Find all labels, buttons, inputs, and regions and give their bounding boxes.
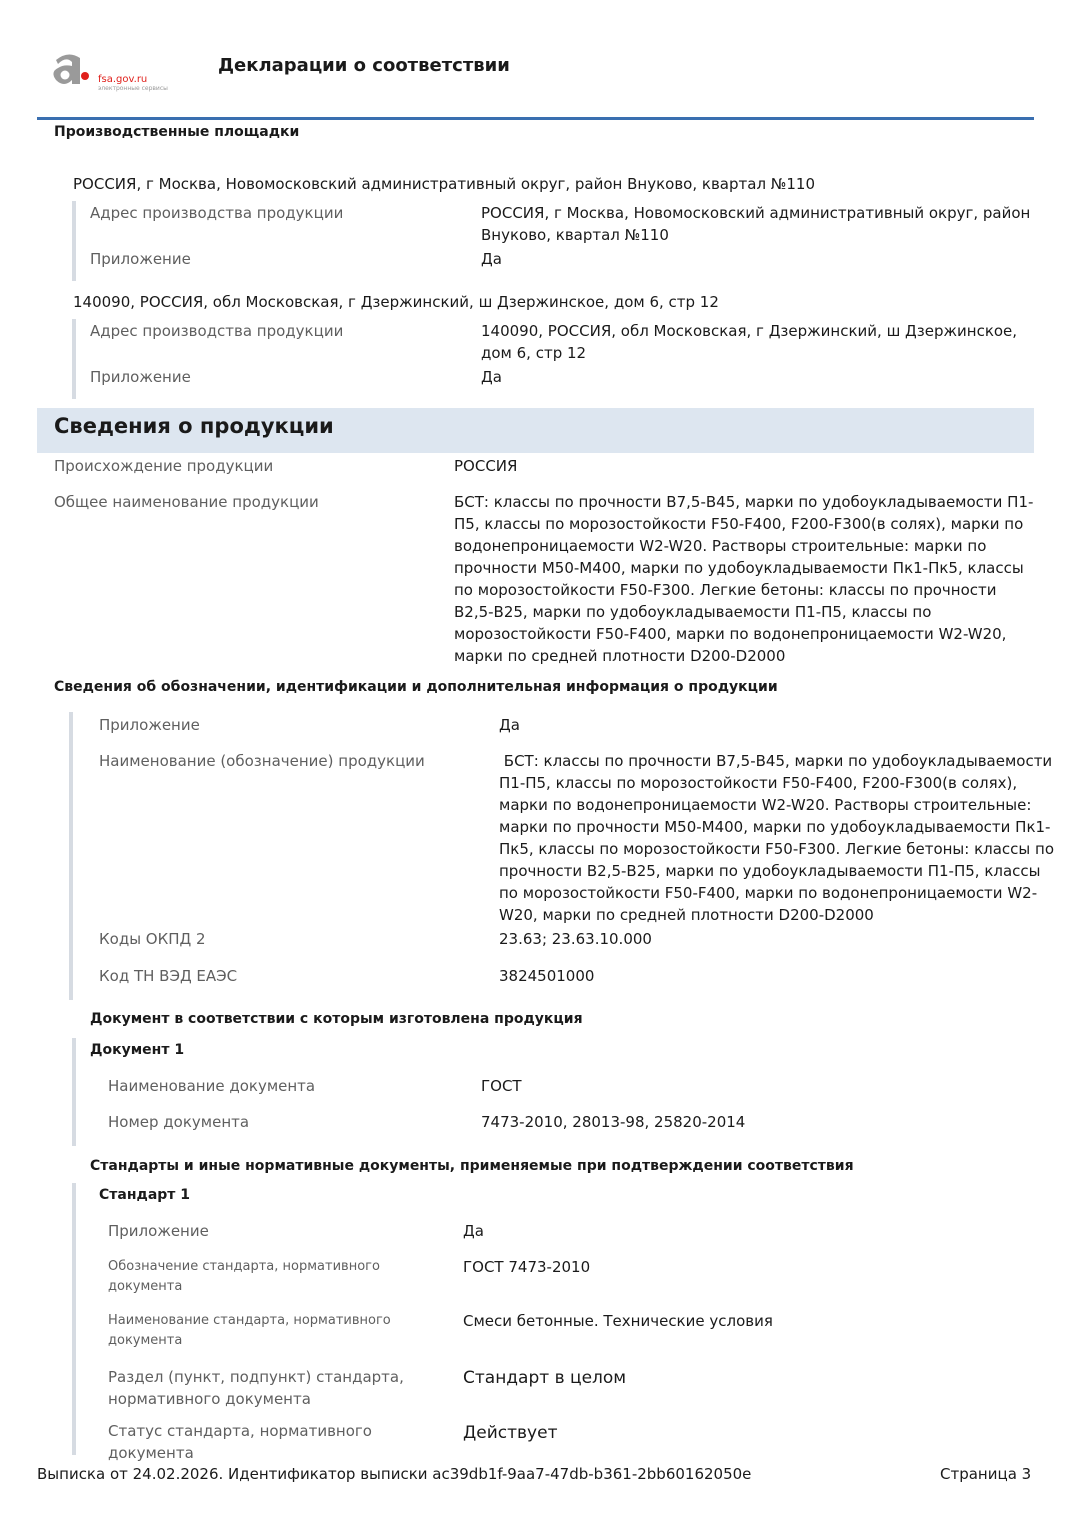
std-status-label: Статус стандарта, нормативного документа [108,1422,372,1462]
product-name-label: Общее наименование продукции [54,493,319,511]
std-section-label: Раздел (пункт, подпункт) стандарта, нормативного документа [108,1368,404,1408]
doc-name-label: Наименование документа [108,1077,316,1095]
standards-bar [72,1183,76,1455]
tnved-label: Код ТН ВЭД ЕАЭС [99,967,238,985]
id-appendix-label: Приложение [99,716,200,734]
manufacture-doc-bar [72,1038,76,1146]
appendix-label: Приложение [90,250,191,268]
std-section-value: Стандарт в целом [463,1368,627,1388]
site-title: РОССИЯ, г Москва, Новомосковский административный округ, район Внуково, квартал №110 [73,175,816,193]
site-bar [72,201,76,281]
tnved-value: 3824501000 [499,967,595,985]
std-designation-label: Обозначение стандарта, нормативного документа [108,1259,380,1294]
doc-number-value: 7473-2010, 28013-98, 25820-2014 [481,1113,746,1131]
std-status-value: Действует [463,1423,558,1443]
manufacture-doc-heading: Документ в соответствии с которым изготовлена продукция [90,1011,583,1027]
site-bar [72,319,76,399]
appendix-value: Да [481,250,502,268]
appendix-value: Да [481,368,502,386]
std-name-label: Наименование стандарта, нормативного документа [108,1313,391,1348]
std-appendix-value: Да [463,1222,484,1240]
std-appendix-label: Приложение [108,1222,209,1240]
address-value: 140090, РОССИЯ, обл Московская, г Дзержинский, ш Дзержинское, дом 6, стр 12 [481,322,1018,362]
designation-label: Наименование (обозначение) продукции [99,752,425,770]
logo-subtitle: электронные сервисы [98,85,168,92]
product-info-heading: Сведения о продукции [54,414,334,438]
std-title: Стандарт 1 [99,1187,191,1203]
appendix-label: Приложение [90,368,191,386]
standards-heading: Стандарты и иные нормативные документы, применяемые при подтверждении соответствия [90,1158,854,1174]
production-sites-heading: Производственные площадки [54,124,300,140]
page-title: Декларации о соответствии [218,55,510,76]
origin-value: РОССИЯ [454,457,518,475]
identification-heading: Сведения об обозначении, идентификации и дополнительная информация о продукции [54,679,778,695]
address-value: РОССИЯ, г Москва, Новомосковский административный округ, район Внуково, квартал №110 [481,204,1031,244]
okpd-label: Коды ОКПД 2 [99,930,206,948]
logo-domain: fsa.gov.ru [98,74,148,85]
address-label: Адрес производства продукции [90,322,344,340]
footer-extract: Выписка от 24.02.2026. Идентификатор выписки ac39db1f-9aa7-47db-b361-2bb60162050e [37,1465,752,1483]
std-designation-value: ГОСТ 7473-2010 [463,1258,591,1276]
footer-page: Страница 3 [940,1465,1032,1483]
doc-name-value: ГОСТ [481,1077,522,1095]
fsa-logo-icon [50,50,92,90]
site-title: 140090, РОССИЯ, обл Московская, г Дзержинский, ш Дзержинское, дом 6, стр 12 [73,293,719,311]
doc-title: Документ 1 [90,1042,185,1058]
doc-number-label: Номер документа [108,1113,250,1131]
id-appendix-value: Да [499,716,520,734]
header-divider [37,117,1034,120]
identification-bar [69,712,73,1000]
okpd-value: 23.63; 23.63.10.000 [499,930,652,948]
address-label: Адрес производства продукции [90,204,344,222]
origin-label: Происхождение продукции [54,457,274,475]
designation-value: БСТ: классы по прочности В7,5-В45, марки по удобоукладываемости П1-П5, классы по морозостойкости F50-F400, F200-F300(в солях), марки по водонепроницаемости W2-W20. Растворы строительные: марки по прочности М50-М400, марки по удобоукладываемости Пк1-Пк5, классы по морозостойкости F50-F300. Легкие бетоны: классы по прочности В2,5-В25, марки по удобоукладываемости П1-П5, классы по морозостойкости F50-F400, марки по водонепроницаемости W2-W20, марки по средней плотности D200-D2000 [499,752,1059,924]
product-name-value: БСТ: классы по прочности В7,5-В45, марки по удобоукладываемости П1-П5, классы по морозостойкости F50-F400, F200-F300(в солях), марки по водонепроницаемости W2-W20. Растворы строительные: марки по прочности М50-М400, марки по удобоукладываемости Пк1-Пк5, классы по морозостойкости F50-F300. Легкие бетоны: классы по прочности В2,5-В25, марки по удобоукладываемости П1-П5, классы по морозостойкости F50-F400, марки по водонепроницаемости W2-W20, марки по средней плотности D200-D2000 [454,493,1034,665]
std-name-value: Смеси бетонные. Технические условия [463,1312,773,1330]
